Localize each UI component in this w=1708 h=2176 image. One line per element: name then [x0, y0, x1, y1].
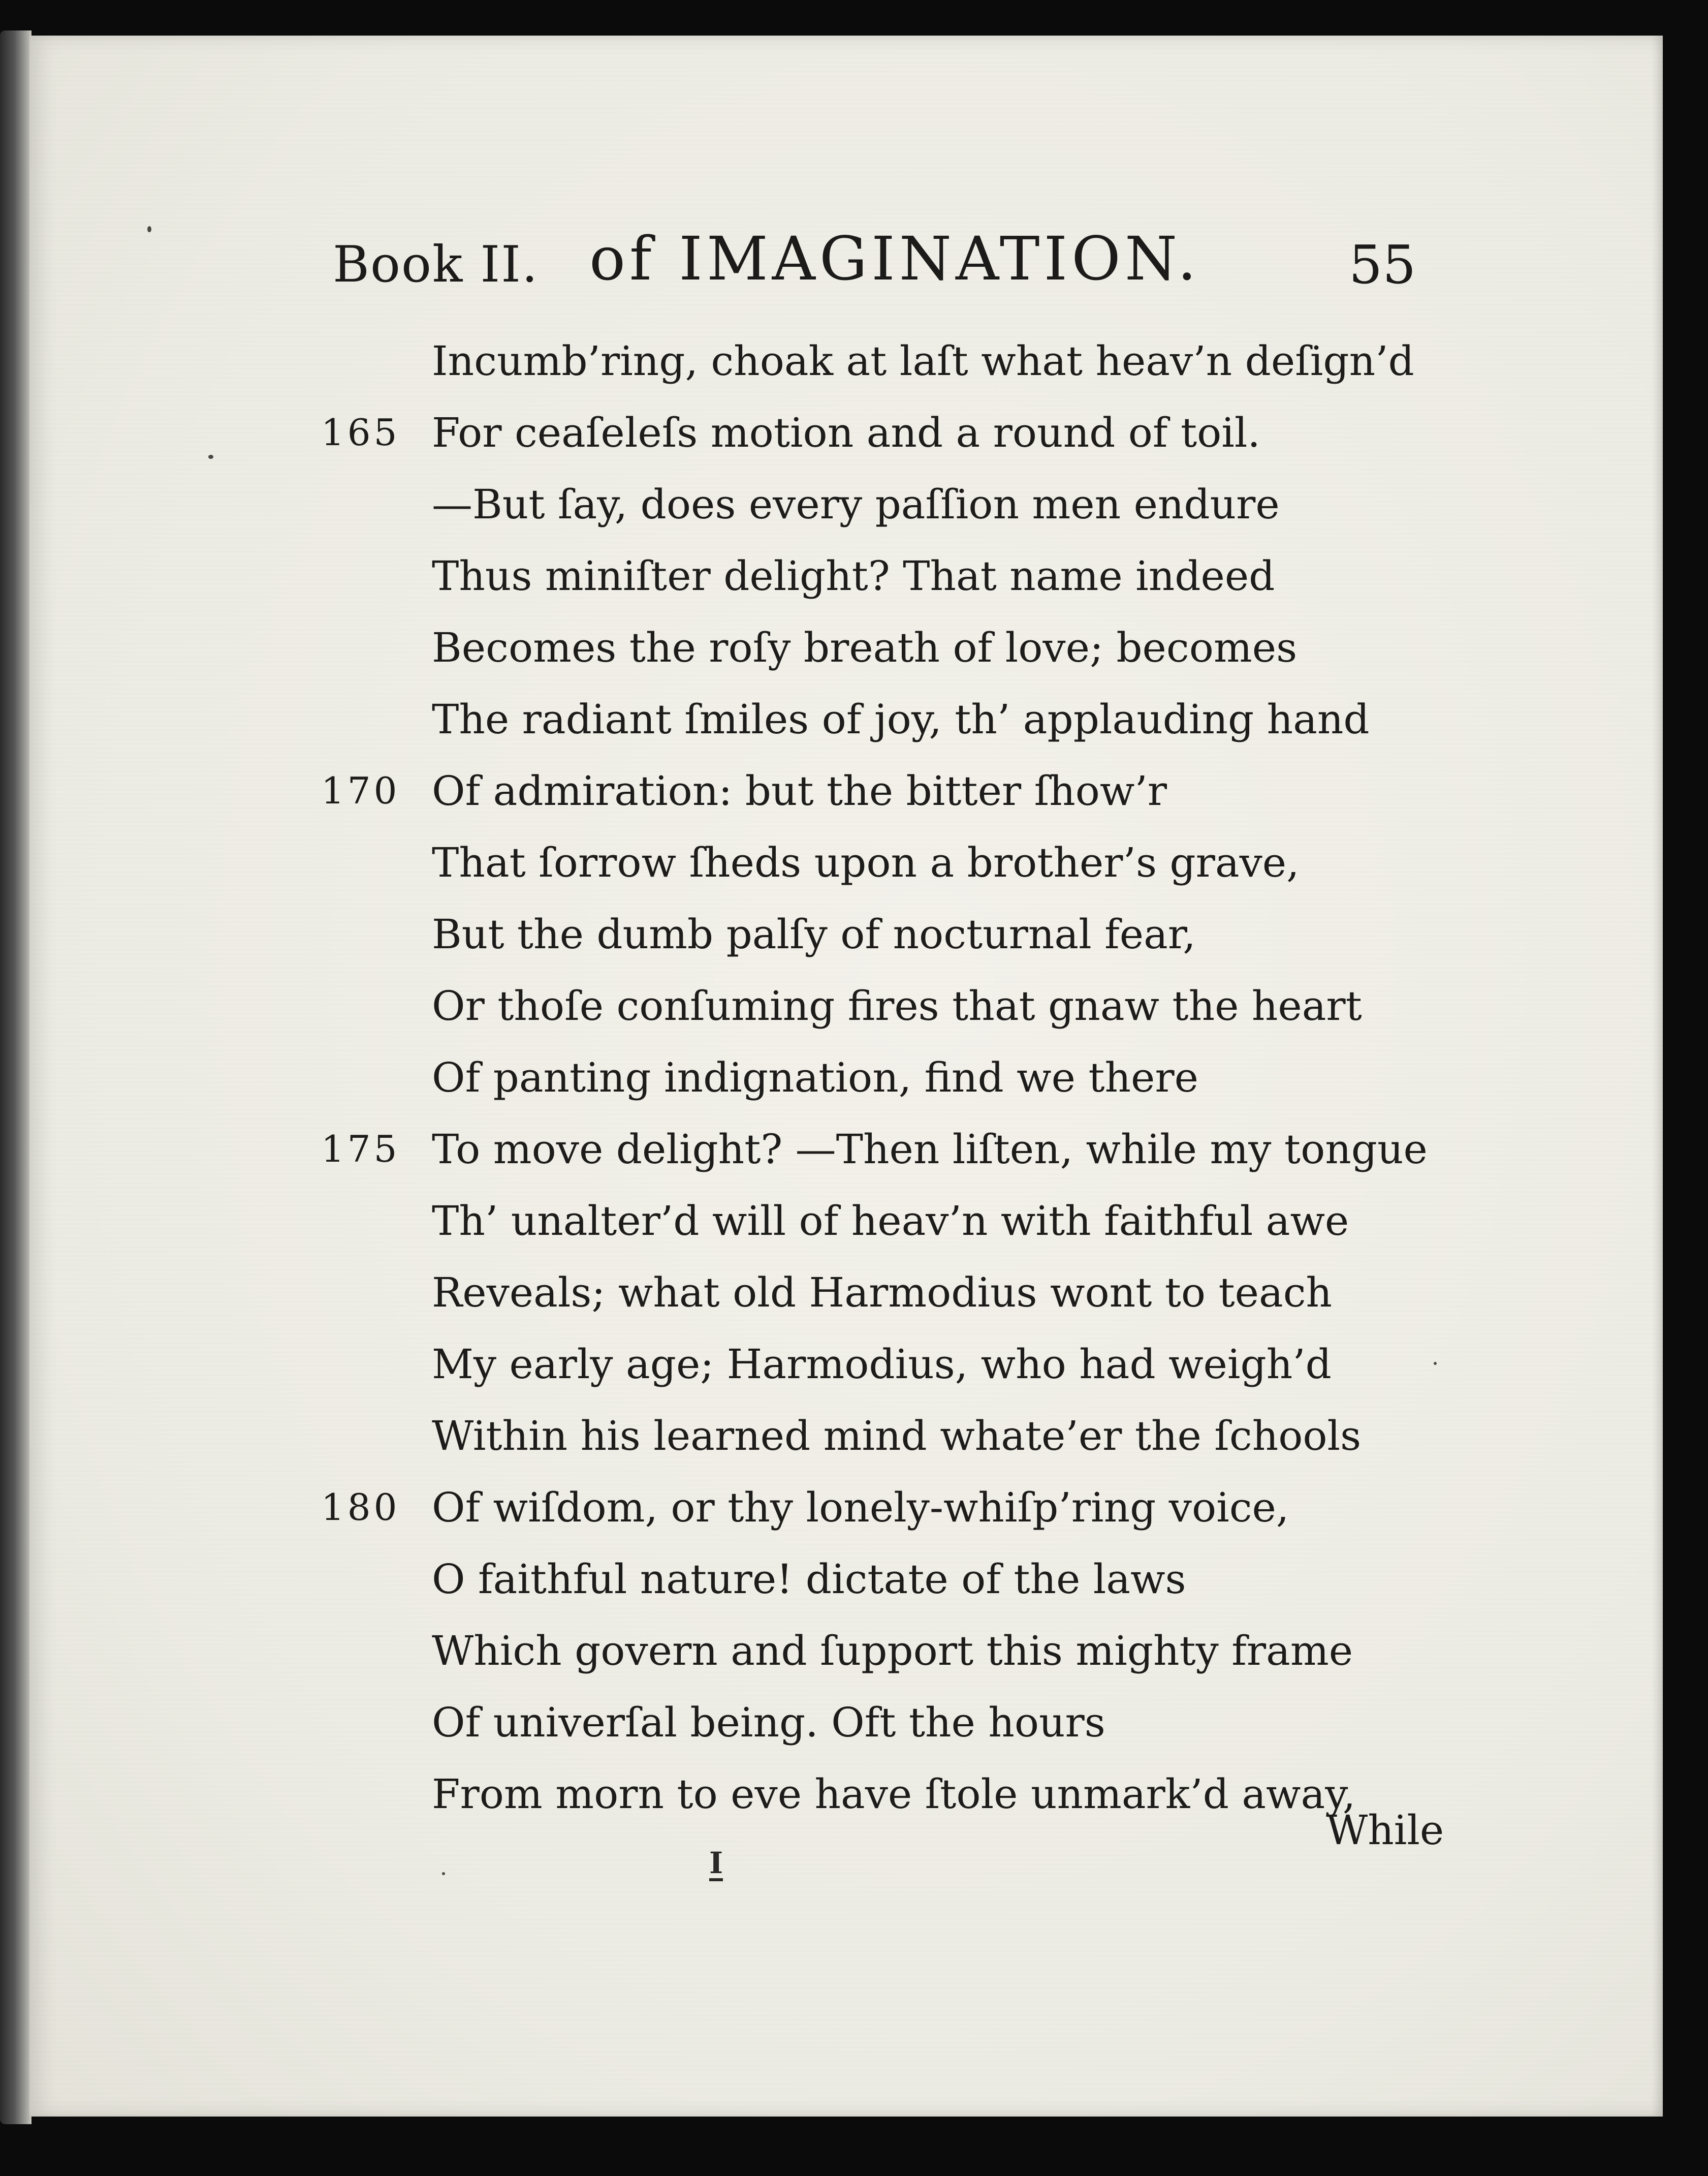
- verse-line: [305, 1758, 1443, 1830]
- line-text: To move delight? —Then liſten, while my tongue: [432, 1126, 1428, 1173]
- verse-line: [305, 970, 1443, 1042]
- line-text: Thus miniſter delight? That name indeed: [432, 552, 1275, 600]
- verse-line: [305, 1687, 1443, 1758]
- line-text: The radiant ſmiles of joy, th’ applauding hand: [432, 696, 1370, 743]
- line-text: Of panting indignation, find we there: [432, 1054, 1198, 1101]
- line-number: 170: [321, 769, 400, 812]
- verse-line: [305, 1400, 1443, 1472]
- line-text: That ſorrow ſheds upon a brother’s grave,: [432, 839, 1300, 886]
- ink-speck: [147, 226, 151, 232]
- line-number: 180: [321, 1486, 400, 1529]
- verse-line: [305, 898, 1443, 970]
- line-text: From morn to eve have ſtole unmark’d away,: [432, 1770, 1356, 1818]
- verse-line: [305, 683, 1443, 755]
- ink-speck: [1434, 1362, 1437, 1365]
- line-text: My early age; Harmodius, who had weigh’d: [432, 1341, 1332, 1388]
- signature-mark: I: [709, 1846, 723, 1880]
- line-text: For ceaſeleſs motion and a round of toil.: [432, 409, 1260, 456]
- verse-line: [305, 612, 1443, 683]
- verse-line: [305, 325, 1443, 397]
- line-text: —But ſay, does every paſſion men endure: [432, 481, 1280, 528]
- running-head-book: Book II.: [333, 236, 539, 294]
- running-head-title: of IMAGINATION.: [589, 224, 1201, 294]
- verse-line: [305, 1328, 1443, 1400]
- verse-line: [305, 1543, 1443, 1615]
- line-number: 165: [321, 411, 400, 454]
- line-text: But the dumb palſy of nocturnal fear,: [432, 911, 1196, 958]
- line-text: Of wiſdom, or thy lonely-whiſp’ring voice,: [432, 1484, 1289, 1531]
- line-number: 175: [321, 1128, 400, 1170]
- line-text: O faithful nature! dictate of the laws: [432, 1556, 1186, 1603]
- verse-line: [305, 1257, 1443, 1328]
- catchword: While: [1326, 1807, 1444, 1854]
- line-text: Of admiration: but the bitter ſhow’r: [432, 767, 1167, 815]
- line-text: Reveals; what old Harmodius wont to teach: [432, 1269, 1333, 1316]
- verse-line: [305, 1472, 1443, 1543]
- verse-line: [305, 469, 1443, 540]
- verse-block: [305, 325, 1443, 1830]
- ink-speck: [442, 1872, 445, 1875]
- line-text: Which govern and ſupport this mighty frame: [432, 1627, 1353, 1674]
- verse-line: [305, 397, 1443, 469]
- ink-speck: [208, 455, 213, 459]
- verse-line: [305, 1185, 1443, 1257]
- verse-line: [305, 755, 1443, 827]
- line-text: Or thoſe conſuming fires that gnaw the heart: [432, 982, 1362, 1030]
- verse-line: [305, 827, 1443, 898]
- line-text: Incumb’ring, choak at laſt what heav’n deſign’d: [432, 337, 1414, 385]
- book-spine: [0, 30, 31, 2124]
- page-number: 55: [1349, 234, 1416, 296]
- verse-line: [305, 1042, 1443, 1113]
- verse-line: [305, 1615, 1443, 1687]
- line-text: Th’ unalter’d will of heav’n with faithful awe: [432, 1197, 1349, 1245]
- verse-line: [305, 1113, 1443, 1185]
- verse-line: [305, 540, 1443, 612]
- line-text: Within his learned mind whate’er the ſchools: [432, 1412, 1362, 1459]
- running-header: [300, 219, 1433, 295]
- line-text: Becomes the roſy breath of love; becomes: [432, 624, 1298, 671]
- page-edge-shadow: [1651, 36, 1663, 2117]
- line-text: Of univerſal being. Oft the hours: [432, 1699, 1105, 1746]
